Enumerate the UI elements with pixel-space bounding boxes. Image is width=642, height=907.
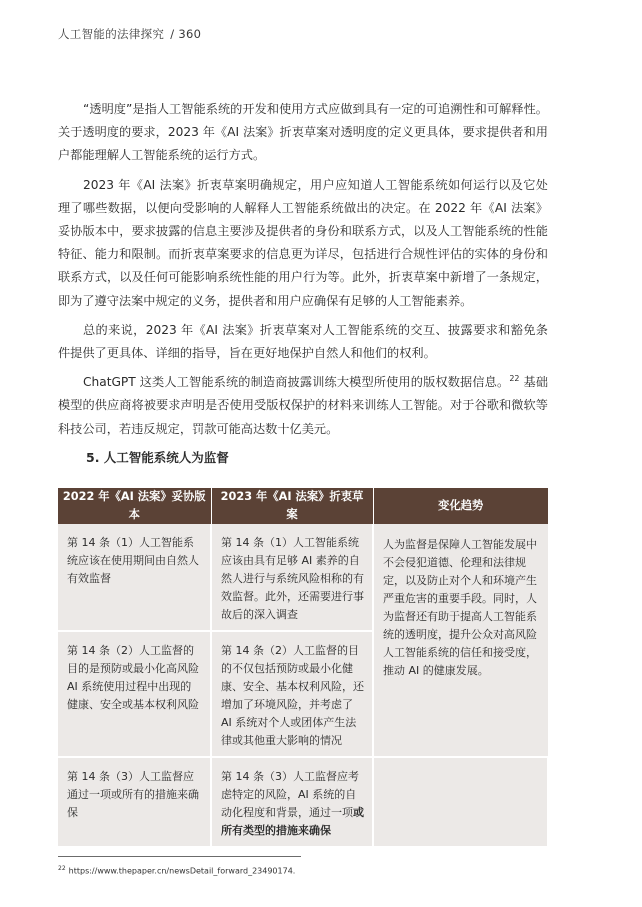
table-header-trend: 变化趋势 [373,488,548,524]
footnote-divider [58,856,301,857]
table-cell-trend-empty [373,757,548,847]
table-cell-2023 [211,757,373,847]
body-text [58,98,548,469]
paragraph-copyright-disclosure [58,371,548,441]
footnote-reference[interactable]: 22 [509,374,520,384]
table-cell-2022: 第 14 条（1）人工智能系统应该在使用期间由自然人有效监督 [58,524,211,631]
page-number: / 360 [170,27,202,41]
paragraph-copyright-text: ChatGPT 这类人工智能系统的制造商披露训练大模型所使用的版权数据信息。 [83,375,510,390]
comparison-table [58,488,549,848]
paragraph-transparency-definition: “透明度”是指人工智能系统的开发和使用方式应做到具有一定的可追溯性和可解释性。关于透明度的要求，2023 年《AI 法案》折衷草案对透明度的定义更具体，要求提供者和用户都能理解人工智能系统的运行方式。 [58,102,548,163]
table-cell-2023: 第 14 条（1）人工智能系统应该由具有足够 AI 素养的自然人进行与系统风险相称的有效监督。此外，还需要进行事故后的深入调查 [211,524,373,631]
paragraph-copyright-text-after: 基础模型的供应商将被要求声明是否使用受版权保护的材料来训练人工智能。对于谷歌和微软等科技公司，若违反规定，罚款可能高达数十亿美元。 [58,375,549,436]
table-header-row [58,488,548,524]
table-row [58,757,548,847]
paragraph-compromise-draft-disclosure: 2023 年《AI 法案》折衷草案明确规定，用户应知道人工智能系统如何运行以及它处理了哪些数据，以便向受影响的人解释人工智能系统做出的决定。在 2022 年《AI 法案》妥协版本中，要求披露的信息主要涉及提供者的身份和联系方式，以及人工智能系统的性能特征、能力和限制。而折衷草案要求的信息更为详尽，包括进行合规性评估的实体的身份和联系方式，以及任何可能影响系统性能的用户行为等。此外，折衷草案中新增了一条规定，即为了遵守法案中规定的义务，提供者和用户应确保有足够的人工智能素养。 [58,177,548,308]
running-header [58,26,201,42]
table-cell-trend: 人为监督是保障人工智能发展中不会侵犯道德、伦理和法律规定，以及防止对个人和环境产生严重危害的重要手段。同时，人为监督还有助于提高人工智能系统的透明度，提升公众对高风险人工智能系统的信任和接受度，推动 AI 的健康发展。 [373,524,548,757]
footnote-number: 22 [58,865,66,872]
table-row [58,524,548,631]
table-cell-2022: 第 14 条（2）人工监督的目的是预防或最小化高风险 AI 系统使用过程中出现的健康、安全或基本权利风险 [58,631,211,757]
table-header-2023: 2023 年《AI 法案》折衷草案 [211,488,373,524]
table-cell-2023-text: 第 14 条（3）人工监督应考虑特定的风险，AI 系统的自动化程度和背景，通过一项 [221,770,359,819]
table-cell-2022: 第 14 条（3）人工监督应通过一项或所有的措施来确保 [58,757,211,847]
paragraph-summary: 总的来说，2023 年《AI 法案》折衷草案对人工智能系统的交互、披露要求和豁免条件提供了更具体、详细的指导，旨在更好地保护自然人和他们的权利。 [58,322,548,361]
footnote [58,865,295,876]
table-header-2022: 2022 年《AI 法案》妥协版本 [58,488,211,524]
section-heading: 5. 人工智能系统人为监督 [86,449,229,465]
running-title: 人工智能的法律探究 [58,27,165,41]
table-cell-2023: 第 14 条（2）人工监督的目的不仅包括预防或最小化健康、安全、基本权利风险，还增加了环境风险，并考虑了 AI 系统对个人或团体产生法律或其他重大影响的情况 [211,631,373,757]
footnote-link[interactable]: https://www.thepaper.cn/newsDetail_forward_23490174. [68,866,296,876]
table-cell-2023-emphasis: 或所有类型的措施来确保 [221,806,364,837]
